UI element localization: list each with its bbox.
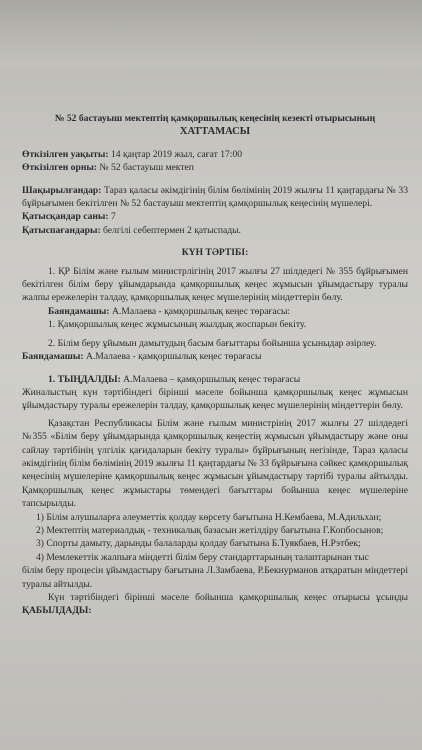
agenda-item-2: 2. Білім беру ұйымын дамытудың басым бағыттары бойынша ұсыныдар әзірлеу.: [48, 337, 377, 349]
place-label: Өткізілген орны:: [22, 162, 98, 174]
assignment-item-1: 1) Білім алушыларға әлеуметтік қолдау көрсету бағытына Н.Кембаева, М.Адильхан;: [36, 511, 382, 523]
absent-row: [22, 224, 408, 237]
assignment-item-4b: білім беру процесін ұйымдастыру бағытына Л.Замбаева, Р.Бекнурманов атқаратын міндеттері туралы айтылды.: [22, 565, 408, 590]
absent-label: Қатыспағандары:: [22, 224, 101, 236]
place-value: № 52 бастауыш мектеп: [97, 162, 194, 174]
assignment-item-3: 3) Спорты дамыту, дарынды балаларды қолдау бағытына Б.Туякбаев, Н.Рэтбек;: [36, 538, 361, 550]
closing-text: Күн тәртібіндегі бірінші мәселе бойынша қамқоршылық кеңес отырысы ұсынды: [48, 592, 408, 603]
time-row: [22, 148, 408, 161]
time-label: Өткізілген уақыты:: [22, 148, 109, 160]
absent-value: белгілі себептермен 2 қатыспады.: [100, 224, 241, 236]
speaker-value: А.Малаева - қамқоршылық кеңес төрағасы: [83, 351, 262, 363]
agenda-sub-1: 1. Қамқоршылық кеңес жұмысының жылдық жоспарын бекіту.: [48, 319, 307, 331]
place-row: [22, 161, 408, 174]
agenda-speaker-2: [22, 350, 408, 363]
closing-row: [22, 591, 408, 618]
listened-value: А.Малаева – қамқоршылық кеңес төрағасы: [120, 373, 301, 385]
invited-label: Шақырылғандар:: [22, 184, 102, 196]
speaker-value: А.Малаева - қамқоршылық кеңес төрағасы:: [109, 305, 291, 317]
invited-row: [22, 184, 408, 211]
time-value: 14 қаңтар 2019 жыл, сағат 17:00: [108, 148, 243, 160]
invited-value: Тараз қаласы әкімдігінің білім бөлімінің 2019 жылғы 11 қаңтардағы № 33 бұйрығымен бекітілген № 52 бастауыш мектептің қамқоршылық кеңесінің мүшелері.: [22, 184, 408, 210]
protocol-title: ХАТТАМАСЫ: [179, 126, 251, 138]
listened-label: 1. ТЫҢДАЛДЫ:: [48, 373, 121, 385]
assignment-item-2: 2) Мектептің материалдық - техникалық базасын жетілдіру бағытына Г.Копбосынов;: [36, 524, 384, 536]
body-paragraph-2: Қазақстан Республикасы Білім және ғылым министрінің 2017 жылғы 27 шілдедегі №355 «Білім беру ұйымдарында қамқоршылық кеңестің жұмысын ұйымдастыру және оны сайлау тәртібінің үлгілік қағидаларын бекіту туралы» бұйрығының негізінде, Тараз қаласы әкімдігінің білім бөлімінің 2019 жылғы 11 қаңтардағы № 33 бұйрығына сәйкес қамқоршылық кеңесінің мүшелеріне қамқоршылық кеңес жұмысын ұйымдастыру тәртібі туралы айтылды. Қамқоршылық кеңес жұмыстары төмендегі бағыттары бойынша кеңес мүшелеріне тапсырылды.: [22, 417, 408, 510]
body-paragraph-1: Жиналыстың күн тәртібіндегі бірінші мәселе бойынша қамқоршылық кеңес жұмысын ұйымдастыру туралы ережелерін талдау, қамқоршылық кеңес мүшелерінің міндеттерін бөлу.: [22, 386, 408, 412]
count-value: 7: [108, 211, 116, 223]
listened-row: [22, 373, 408, 386]
agenda-item-1: 1. ҚР Білім және ғылым министрлігінің 2017 жылғы 27 шілдедегі № 355 бұйрығымен бекітілген білім беру ұйымдарында қамқоршылық кеңес жұмысын ұйымдастыру туралы жалпы ережелерін талдау, қамқоршылық кеңес мүшелерінің міндеттерін бөлу.: [22, 265, 408, 304]
speaker-label: Баяндамашы:: [48, 305, 110, 317]
count-label: Қатысқандар саны:: [22, 211, 109, 223]
protocol-heading: № 52 бастауыш мектептің қамқоршылық кеңесінің кезекті отырысының: [54, 113, 376, 124]
agenda-heading: КҮН ТӘРТІБІ:: [181, 247, 249, 259]
count-row: [22, 210, 408, 223]
speaker-label: Баяндамашы:: [22, 351, 84, 363]
assignment-item-4a: 4) Мемлекеттік жалпыға міндетті білім беру стандарттарының талаптарынан тыс: [36, 551, 369, 563]
agenda-speaker-1: [22, 305, 408, 318]
closing-label: ҚАБЫЛДАДЫ:: [22, 605, 92, 617]
